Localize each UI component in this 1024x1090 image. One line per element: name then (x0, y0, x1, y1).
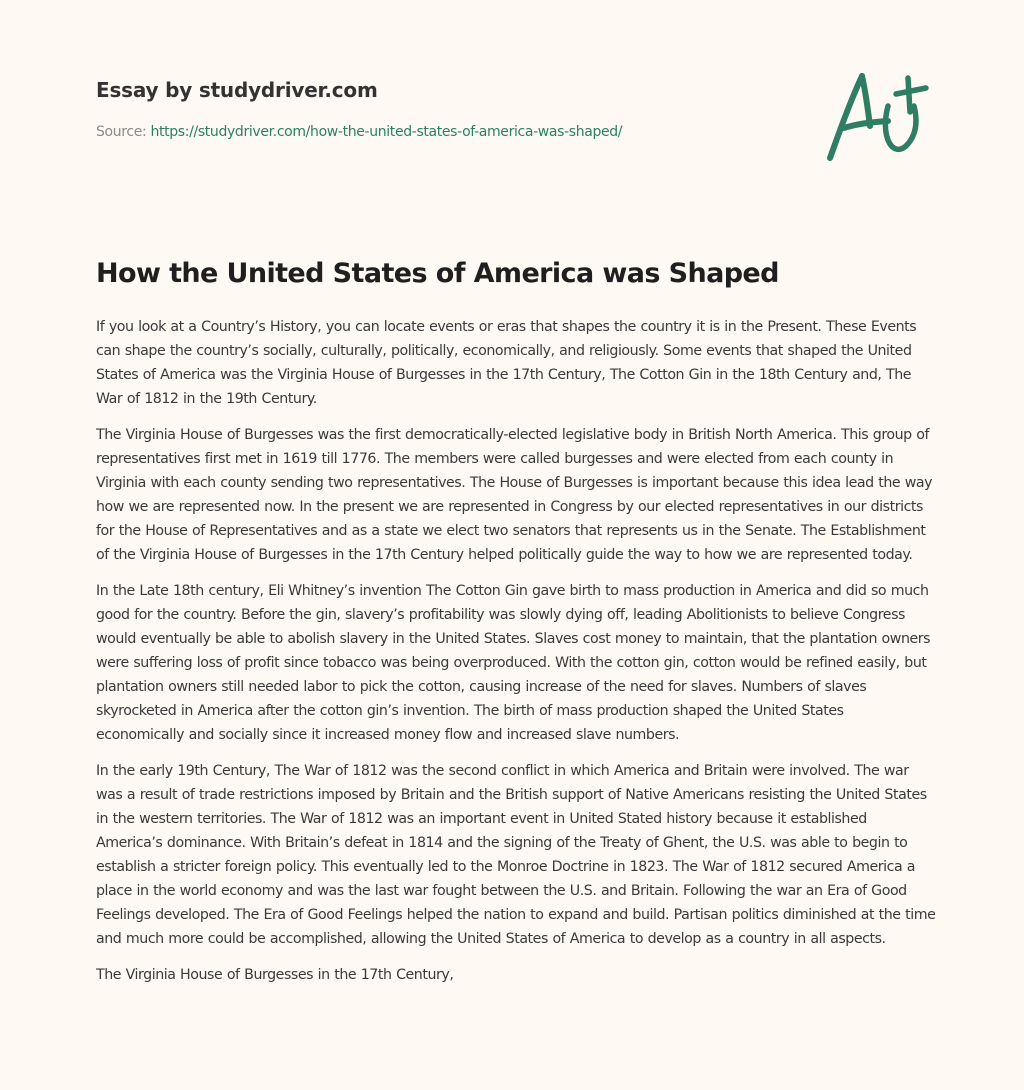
article-paragraph: The Virginia House of Burgesses was the first democratically-elected legislative body in British North America. This group of representatives first met in 1619 till 1776. The members were called burgesses and were elected from each county in Virginia with each county sending two representatives. The House of Burgesses is important because this idea lead the way how we are represented now. In the present we are represented in Congress by our elected representatives in our districts for the House of Representatives and as a state we elect two senators that represents us in the Senate. The Establishment of the Virginia House of Burgesses in the 17th Century helped politically guide the way to how we are represented today. (96, 427, 933, 563)
article-title: How the United States of America was Shaped (96, 258, 779, 289)
source-label: Source: (96, 124, 147, 140)
site-title: Essay by studydriver.com (96, 78, 378, 102)
a-plus-grade-icon (822, 66, 932, 166)
article (96, 254, 936, 999)
article-paragraph: If you look at a Country’s History, you can locate events or eras that shapes the country it is in the Present. These Events can shape the country’s socially, culturally, politically, economically, and religiously. Some events that shaped the United States of America was the Virginia House of Burgesses in the 17th Century, The Cotton Gin in the 18th Century and, The War of 1812 in the 19th Century. (96, 319, 917, 407)
article-paragraph: In the early 19th Century, The War of 1812 was the second conflict in which America and Britain were involved. The war was a result of trade restrictions imposed by Britain and the British support of Native Americans resisting the United States in the western territories. The War of 1812 was an important event in United Stated history because it established America’s dominance. With Britain’s defeat in 1814 and the signing of the Treaty of Ghent, the U.S. was able to begin to establish a stricter foreign policy. This eventually led to the Monroe Doctrine in 1823. The War of 1812 secured America a place in the world economy and was the last war fought between the U.S. and Britain. Following the war an Era of Good Feelings developed. The Era of Good Feelings helped the nation to expand and build. Partisan politics diminished at the time and much more could be accomplished, allowing the United States of America to develop as a country in all aspects. (96, 763, 936, 947)
article-paragraph: The Virginia House of Burgesses in the 17th Century, (96, 967, 454, 983)
page-header (96, 0, 928, 200)
source-line (96, 122, 622, 142)
source-link[interactable]: https://studydriver.com/how-the-united-states-of-america-was-shaped/ (150, 124, 623, 140)
article-paragraph: In the Late 18th century, Eli Whitney’s invention The Cotton Gin gave birth to mass production in America and did so much good for the country. Before the gin, slavery’s profitability was slowly dying off, leading Abolitionists to believe Congress would eventually be able to abolish slavery in the United States. Slaves cost money to maintain, that the plantation owners were suffering loss of profit since tobacco was being overproduced. With the cotton gin, cotton would be refined easily, but plantation owners still needed labor to pick the cotton, causing increase of the need for slaves. Numbers of slaves skyrocketed in America after the cotton gin’s invention. The birth of mass production shaped the United States economically and socially since it increased money flow and increased slave numbers. (96, 583, 931, 743)
